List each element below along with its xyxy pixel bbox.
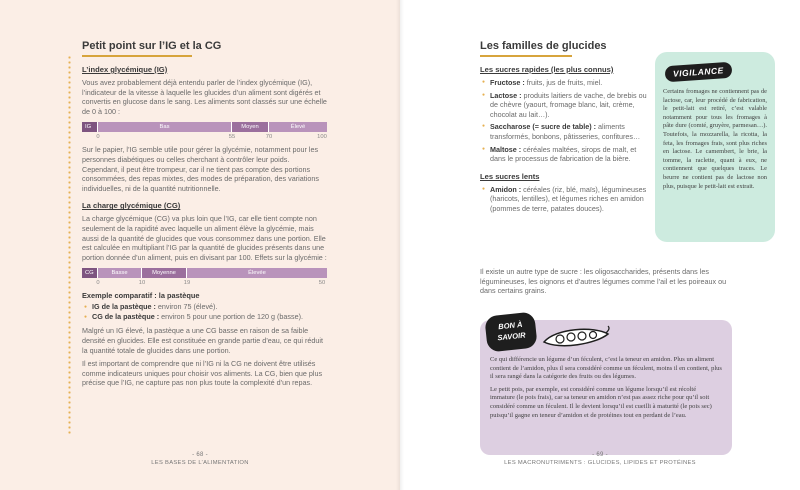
fast-sugars-heading: Les sucres rapides (les plus connus) xyxy=(480,65,614,74)
list-item: ● Saccharose (= sucre de table) : aliments transformés, bonbons, pâtisseries, confitures… xyxy=(480,122,650,141)
paragraph-after-2: Il est important de comprendre que ni l’IG ni la CG ne doivent être utilisés comme indicateurs uniques pour choisir vos aliments. La CG, bien que plus précise que l’IG, ne capture pas non plus toute la complexité d’un repas. xyxy=(82,359,323,388)
ig-heading: L’index glycémique (IG) xyxy=(82,65,168,74)
title-underline xyxy=(82,55,192,57)
right-content xyxy=(480,40,650,217)
page-number: - 68 - xyxy=(192,452,208,458)
dotted-margin-line xyxy=(68,55,71,435)
ig-scale-high: Élevé xyxy=(269,122,327,132)
right-title: Les familles de glucides xyxy=(480,40,607,52)
cg-scale-medium: Moyenne xyxy=(142,268,187,278)
cg-paragraph-1: La charge glycémique (CG) va plus loin que l’IG, car elle tient compte non seulement de la rapidité avec laquelle un aliment élève la glycémie, mais aussi de la quantité de glucides que vous consommez dans une portion. Elle est calculée en multipliant l’IG par la quantité de glucides présents dans une portion donnée d’un aliment, puis en divisant par 100. Effets sur la glycémie : xyxy=(82,214,327,262)
good-to-know-paragraph-1: Ce qui différencie un légume d’un féculent, c’est la teneur en amidon. Plus un aliment contient de l’amidon, plus il sera considéré comme un féculent, moins il en contient, plus il sera rangé dans la catégorie des fruits ou des légumes. xyxy=(490,356,722,381)
ig-tick: 55 xyxy=(228,134,236,141)
list-item: ● Lactose : produits laitiers de vache, de brebis ou de chèvre (yaourt, fromage blanc, lait, crème, chocolat au lait…). xyxy=(480,91,650,120)
oligosaccharides-paragraph: Il existe un autre type de sucre : les oligosaccharides, présents dans les légumineuses, les oignons et d’autres légumes comme l’ail et les poireaux ou dans certains grains. xyxy=(480,267,727,296)
cg-scale xyxy=(82,268,327,287)
list-item: ● Maltose : céréales maltées, sirops de malt, et dans le processus de fabrication de la bière. xyxy=(480,145,650,164)
cg-scale-low: Basse xyxy=(98,268,142,278)
list-item: ● Fructose : fruits, jus de fruits, miel. xyxy=(480,78,650,88)
book-spine xyxy=(396,0,404,490)
paragraph-after-1: Malgré un IG élevé, la pastèque a une CG basse en raison de sa faible densité en glucides. Elle est constituée en grande partie d’eau, ce qui réduit la quantité totale de glucides dans une portion. xyxy=(82,326,323,355)
left-footer xyxy=(0,452,400,466)
ig-tick: 100 xyxy=(317,134,327,141)
good-to-know-paragraph-2: Le petit pois, par exemple, est considéré comme un légume lorsqu’il est récolté immature (le pois frais), car sa teneur en amidon n’est pas assez riche pour qu’il soit considéré comme un féculent. Il le devient lorsqu’il est cueilli à maturité (le pois sec) puisqu’il gagne en teneur d’amidon et de protéines tout en perdant de l’eau. xyxy=(490,385,712,419)
ig-paragraph-2: Sur le papier, l’IG semble utile pour gérer la glycémie, notamment pour les personnes diabétiques ou celles cherchant à contrôler leur poids. Cependant, il peut être trompeur, car il ne tient pas compte des portions consommées, des repas mixtes, des modes de préparation, des variations individuelles, ni de la quantité nutritionnelle. xyxy=(82,145,319,193)
cg-tick: 10 xyxy=(138,280,146,287)
example-title: Exemple comparatif : la pastèque xyxy=(82,291,200,301)
cg-tick: 19 xyxy=(183,280,191,287)
left-title: Petit point sur l’IG et la CG xyxy=(82,40,222,52)
good-to-know-badge: BON À SAVOIR xyxy=(484,311,537,352)
ig-paragraph-1: Vous avez probablement déjà entendu parler de l’index glycémique (IG), l’indicateur de la vitesse à laquelle les glucides d’un aliment sont digérés et convertis en glucose dans le sang. Les aliments sont classés sur une échelle de 0 à 100 : xyxy=(82,78,327,116)
pea-pod-icon xyxy=(542,324,612,352)
ig-scale-low: Bas xyxy=(98,122,232,132)
cg-scale-lead: CG xyxy=(82,268,98,278)
cg-tick: 0 xyxy=(96,280,100,287)
running-footer: LES BASES DE L’ALIMENTATION xyxy=(151,460,249,466)
right-footer xyxy=(400,452,800,466)
left-content xyxy=(82,40,327,388)
page-number: - 69 - xyxy=(592,452,608,458)
title-underline xyxy=(480,55,572,57)
vigilance-text: Certains fromages ne contiennent pas de lactose, car, leur procédé de fabrication, le petit-lait est retiré, c’est valable notamment pour tous les fromages à pâte dure (comté, gruyère, parmesan…). Toutefois, la mozzarella, la ricotta, la feta, les fromages frais, sont plus riches en lactose. Le camembert, le brie, la tomme, la raclette, quant à eux, ne contiennent que quelques traces. Le beurre ne contient pas de lactose non plus, puisque le petit-lait est extrait. xyxy=(663,88,767,190)
ig-scale-medium: Moyen xyxy=(232,122,269,132)
list-item: ● CG de la pastèque : environ 5 pour une portion de 120 g (basse). xyxy=(82,312,327,322)
slow-sugars-heading: Les sucres lents xyxy=(480,171,540,181)
vigilance-box xyxy=(655,52,775,242)
cg-heading: La charge glycémique (CG) xyxy=(82,201,181,211)
running-footer: LES MACRONUTRIMENTS : GLUCIDES, LIPIDES ET PROTÉINES xyxy=(504,460,696,466)
good-to-know-box xyxy=(480,320,732,455)
ig-scale xyxy=(82,122,327,141)
cg-tick: 50 xyxy=(318,280,326,287)
list-item: ● IG de la pastèque : environ 75 (élevé). xyxy=(82,302,327,312)
example-block xyxy=(82,291,327,322)
ig-tick: 0 xyxy=(96,134,100,141)
vigilance-badge: VIGILANCE xyxy=(665,62,733,83)
ig-scale-lead: IG xyxy=(82,122,98,132)
cg-scale-high: Élevée xyxy=(187,268,327,278)
list-item: ● Amidon : céréales (riz, blé, maïs), légumineuses (haricots, lentilles), et légumes riches en amidon (pommes de terre, patates douces). xyxy=(480,185,650,214)
ig-tick: 70 xyxy=(265,134,273,141)
